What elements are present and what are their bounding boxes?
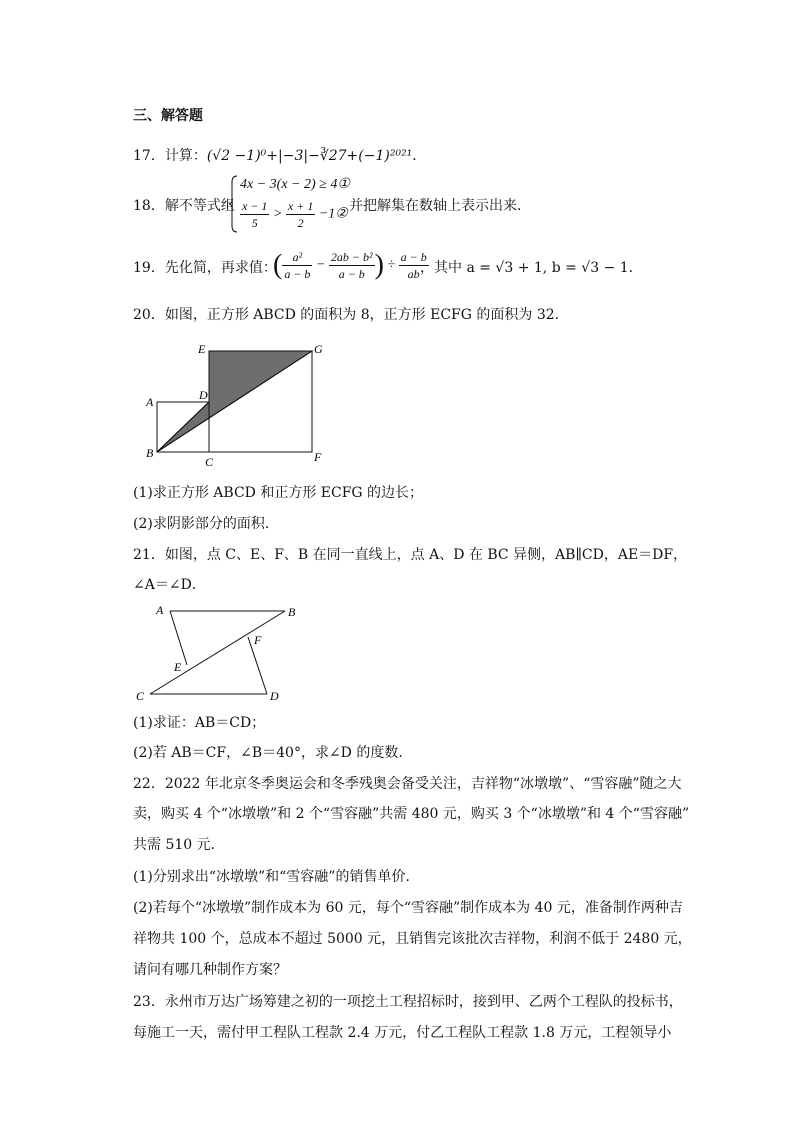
q19-frac3-num: a − b xyxy=(400,250,427,264)
label-E: E xyxy=(174,660,182,674)
q21-line1: 21．如图，点 C、E、F、B 在同一直线上，点 A、D 在 BC 异侧，AB∥CD，AE＝DF， xyxy=(133,547,688,563)
label-E: E xyxy=(198,342,206,356)
label-A: A xyxy=(146,395,154,409)
segment-CB xyxy=(150,611,285,694)
q22-line3: 共需 510 元． xyxy=(133,837,225,853)
q19-frac3-den: ab xyxy=(407,267,420,281)
section-title: 三、解答题 xyxy=(133,108,203,124)
segment-BD xyxy=(157,402,209,452)
segment-AE xyxy=(170,611,187,665)
q21-sub1: (1)求证：AB＝CD； xyxy=(133,715,266,731)
q21-line2: ∠A＝∠D． xyxy=(133,577,206,593)
q18-brace xyxy=(229,174,239,234)
q19-frac2-num: 2ab − b² xyxy=(330,250,373,264)
q18-inequality-2 xyxy=(240,198,348,231)
q20-text: 20．如图，正方形 ABCD 的面积为 8，正方形 ECFG 的面积为 32． xyxy=(133,307,569,323)
q22-sub1: (1)分别求出“冰墩墩”和“雪容融”的销售单价． xyxy=(133,869,420,885)
q18-frac1-den: 5 xyxy=(251,216,258,230)
q19-frac1-den: a − b xyxy=(284,267,311,281)
q18-prefix: 18．解不等式组 xyxy=(133,198,235,214)
label-C: C xyxy=(136,689,145,703)
label-B: B xyxy=(146,446,154,460)
q18-inequality-1: 4x − 3(x − 2) ≥ 4① xyxy=(240,177,350,192)
q17-suffix: ． xyxy=(412,148,427,164)
q22-sub2-line1: (2)若每个“冰墩墩”制作成本为 60 元，每个“雪容融”制作成本为 40 元，准备制作两种吉 xyxy=(133,900,683,916)
label-F: F xyxy=(254,633,262,647)
label-F: F xyxy=(314,450,322,464)
q18-frac2-den: 2 xyxy=(297,216,304,230)
q18-greater: > xyxy=(272,206,283,222)
q17-prefix: 17．计算： xyxy=(133,148,207,164)
q22-line2: 卖，购买 4 个“冰墩墩”和 2 个“雪容融”共需 480 元，购买 3 个“冰墩墩”和 4 个“雪容融” xyxy=(133,806,690,822)
question-17 xyxy=(133,146,426,166)
q23-line2: 每施工一天，需付甲工程队工程款 2.4 万元，付乙工程队工程款 1.8 万元，工程领导小 xyxy=(133,1025,672,1041)
label-D: D xyxy=(199,388,208,402)
q19-expression: ( $\frac{\text{a²}}{a - b}$ − $\frac{\text{2ab − b²}}{a - b}$ ) ÷ $\frac{a - b}{ab}$ xyxy=(273,249,427,281)
q20-figure xyxy=(140,338,340,470)
q18-frac2-num: x + 1 xyxy=(287,199,314,213)
label-C: C xyxy=(205,455,214,469)
q17-expression: (√2 −1)⁰+|−3|−∛27+(−1)²⁰²¹ xyxy=(206,148,413,164)
q22-sub2-line3: 请问有哪几种制作方案？ xyxy=(133,962,287,978)
q19-divide: ÷ xyxy=(387,257,396,273)
q21-figure xyxy=(130,600,300,708)
q23-line1: 23．永州市万达广场筹建之初的一项挖土工程招标时，接到甲、乙两个工程队的投标书， xyxy=(133,994,683,1010)
label-A: A xyxy=(156,603,164,617)
q19-frac1-num: a² xyxy=(282,249,312,266)
q22-sub2-line2: 祥物共 100 个，总成本不超过 5000 元，且销售完该批次吉祥物，利润不低于 2480 元， xyxy=(133,931,692,947)
label-D: D xyxy=(270,689,279,703)
q22-line1: 22．2022 年北京冬季奥运会和冬季残奥会备受关注，吉祥物“冰墩墩”、“雪容融”随之大 xyxy=(133,776,682,792)
q18-suffix: 并把解集在数轴上表示出来． xyxy=(349,198,531,214)
q20-sub2: (2)求阴影部分的面积． xyxy=(133,516,279,532)
label-B: B xyxy=(288,605,296,619)
q19-minus: − xyxy=(315,257,326,273)
q19-frac2-den: a − b xyxy=(338,267,365,281)
label-G: G xyxy=(314,342,323,356)
q18-tail: −1② xyxy=(318,206,348,222)
q20-sub1: (1)求正方形 ABCD 和正方形 ECFG 的边长； xyxy=(133,485,424,501)
q19-prefix: 19．先化简，再求值： xyxy=(133,260,277,276)
q18-frac1-num: x − 1 xyxy=(242,199,268,213)
q21-sub2: (2)若 AB＝CF，∠B＝40°，求∠D 的度数． xyxy=(133,745,413,761)
q19-suffix: ，其中 a = √3 + 1, b = √3 − 1． xyxy=(420,260,643,276)
